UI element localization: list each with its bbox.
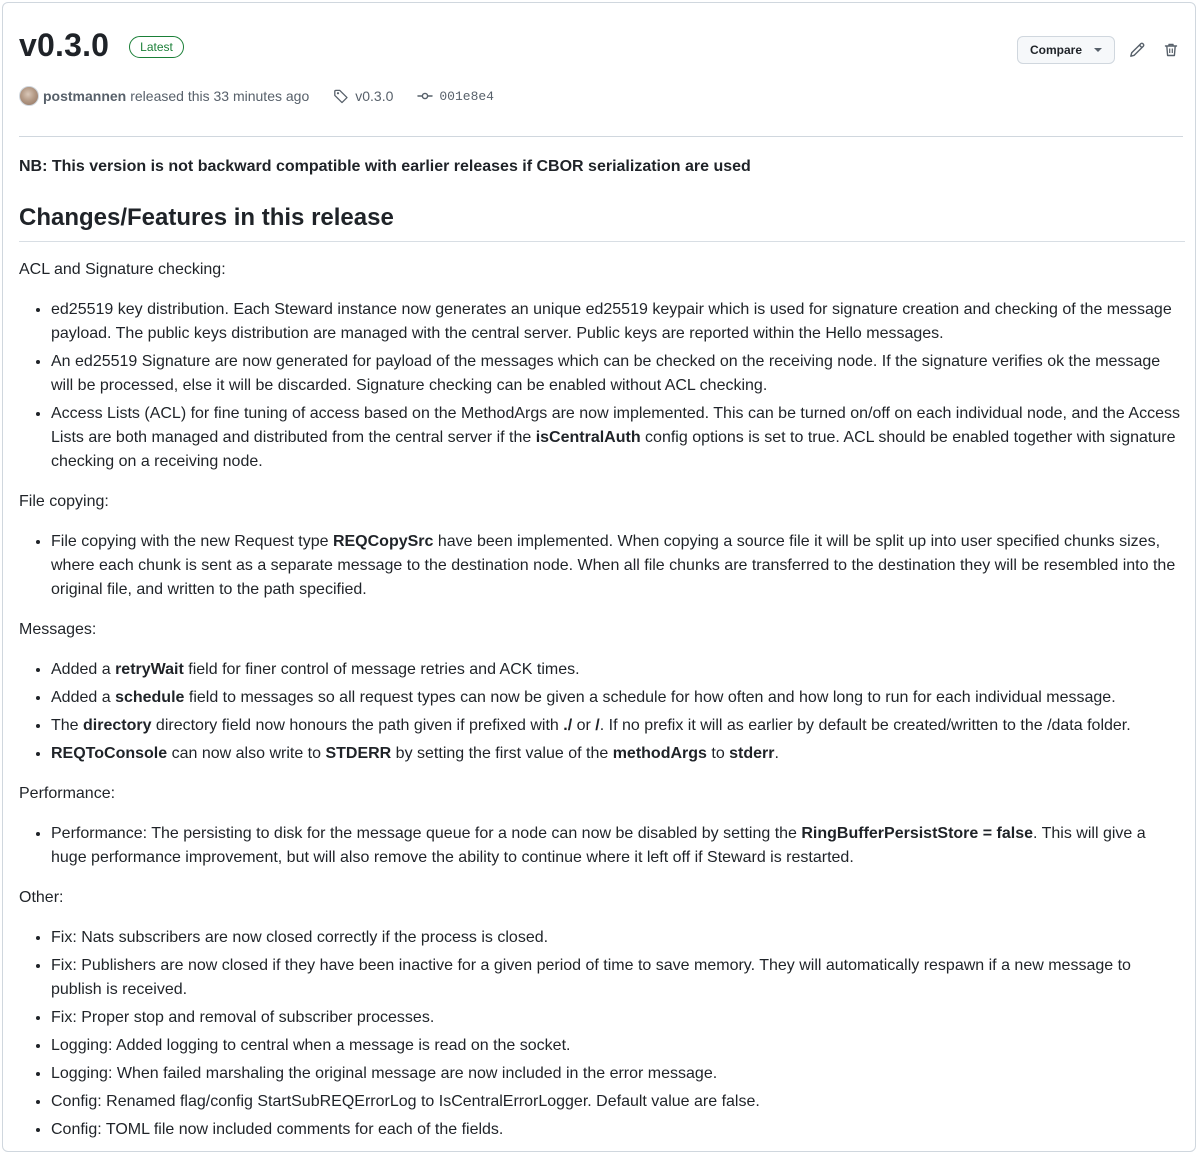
list-item: • Config: Renamed flag/config StartSubREQErrorLog to IsCentralErrorLogger. Default value are false.	[51, 1090, 1185, 1114]
list-item: • Added a schedule field to messages so all request types can now be given a schedule for how often and how long to run for each individual message.	[51, 686, 1185, 710]
edit-button[interactable]	[1125, 38, 1149, 62]
list-item: • Logging: Added logging to central when a message is read on the socket.	[51, 1034, 1185, 1058]
list-item: • ed25519 key distribution. Each Steward instance now generates an unique ed25519 keypair which is used for signature creation and checking of the message payload. The public keys distribution are managed with the central server. Public keys are reported within the Hello messages.	[51, 298, 1185, 346]
file-list	[19, 530, 1185, 602]
code-term: RingBufferPersistStore = false	[801, 825, 1033, 842]
tag-icon	[333, 88, 349, 104]
performance-list	[19, 822, 1185, 870]
compare-button[interactable]	[1017, 36, 1115, 64]
released-text: released this 33 minutes ago	[130, 88, 310, 104]
trash-icon	[1163, 42, 1179, 58]
code-term: REQToConsole	[51, 745, 168, 762]
avatar[interactable]	[19, 86, 39, 106]
other-list	[19, 926, 1185, 1142]
chevron-down-icon	[1094, 48, 1102, 52]
list-item: • Logging: When failed marshaling the original message are now included in the error message.	[51, 1062, 1185, 1086]
code-term: isCentralAuth	[535, 429, 641, 446]
compare-label: Compare	[1029, 43, 1082, 57]
list-item: • File copying with the new Request type REQCopySrc have been implemented. When copying a source file it will be split up into user specified chunks sizes, where each chunk is sent as a separate message to the destination node. When all file chunks are transferred to the destination they will be resembled into the original file, and written to the path specified.	[51, 530, 1185, 602]
commit-link[interactable]	[417, 88, 494, 104]
list-item: • An ed25519 Signature are now generated for payload of the messages which can be checked on the receiving node. If the signature verifies ok the message will be processed, else it will be discarded. Signature checking can be enabled without ACL checking.	[51, 350, 1185, 398]
release-actions	[1017, 36, 1183, 64]
release-title[interactable]: v0.3.0	[19, 26, 110, 63]
code-term: directory	[83, 717, 152, 734]
other-section-label: Other:	[19, 889, 64, 906]
code-term: schedule	[115, 689, 185, 706]
acl-list	[19, 298, 1185, 474]
file-section-label: File copying:	[19, 493, 109, 510]
compat-notice: NB: This version is not backward compatible with earlier releases if CBOR serialization are used	[19, 158, 751, 175]
release-meta	[19, 85, 494, 107]
messages-section-label: Messages:	[19, 621, 97, 638]
tag-link[interactable]	[333, 88, 393, 104]
messages-list	[19, 658, 1185, 766]
commit-hash: 001e8e4	[439, 88, 494, 104]
list-item: • Access Lists (ACL) for fine tuning of access based on the MethodArgs are now implemented. This can be turned on/off on each individual node, and the Access Lists are both managed and distributed from the central server if the isCentralAuth config options is set to true. ACL should be enabled together with signature checking on a receiving node.	[51, 402, 1185, 474]
list-item: • The directory directory field now honours the path given if prefixed with ./ or /. If no prefix it will as earlier by default be created/written to the /data folder.	[51, 714, 1185, 738]
list-item: • Performance: The persisting to disk for the message queue for a node can now be disabled by setting the RingBufferPersistStore = false. This will give a huge performance improvement, but will also remove the ability to continue where it left off if Steward is restarted.	[51, 822, 1185, 870]
list-item: • REQToConsole can now also write to STDERR by setting the first value of the methodArgs to stderr.	[51, 742, 1185, 766]
tag-label: v0.3.0	[355, 88, 394, 104]
code-term: retryWait	[115, 661, 184, 678]
release-card	[2, 2, 1196, 1152]
delete-button[interactable]	[1159, 38, 1183, 62]
latest-badge: Latest	[129, 36, 184, 58]
author-link[interactable]: postmannen	[43, 88, 127, 104]
list-item: • Config: TOML file now included comments for each of the fields.	[51, 1118, 1185, 1142]
header-divider	[19, 136, 1183, 137]
pencil-icon	[1129, 42, 1145, 58]
acl-section-label: ACL and Signature checking:	[19, 261, 226, 278]
code-term: REQCopySrc	[332, 533, 434, 550]
title-row	[19, 23, 184, 67]
performance-section-label: Performance:	[19, 785, 116, 802]
list-item: • Fix: Proper stop and removal of subscriber processes.	[51, 1006, 1185, 1030]
list-item: • Fix: Nats subscribers are now closed correctly if the process is closed.	[51, 926, 1185, 950]
release-notes	[19, 153, 1185, 1158]
list-item: • Added a retryWait field for finer control of message retries and ACK times.	[51, 658, 1185, 682]
git-commit-icon	[417, 88, 433, 104]
list-item: • Fix: Publishers are now closed if they have been inactive for a given period of time to save memory. They will automatically respawn if a new message to publish is received.	[51, 954, 1185, 1002]
changes-heading: Changes/Features in this release	[19, 203, 1185, 242]
